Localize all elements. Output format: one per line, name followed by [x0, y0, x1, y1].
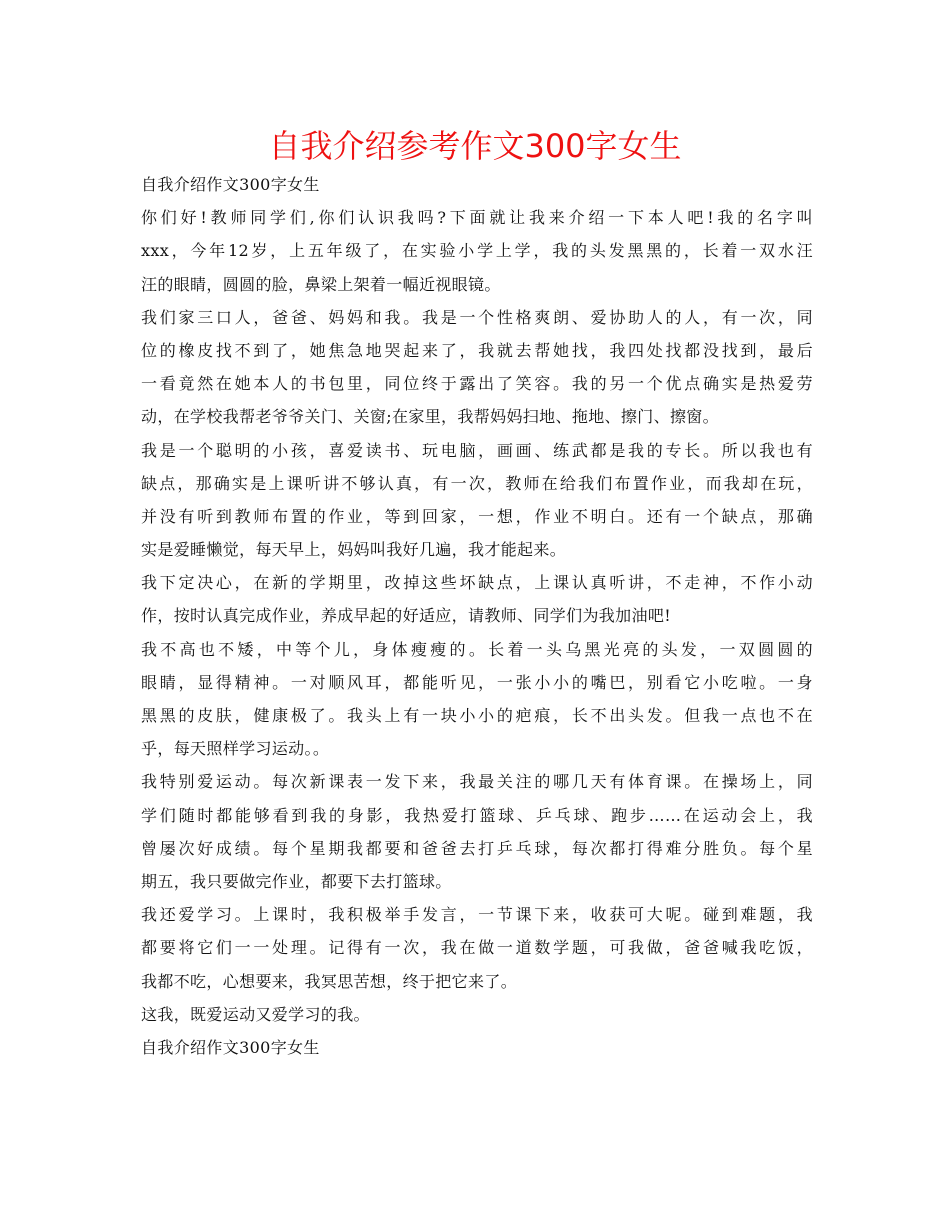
text-line: 黑黑的皮肤，健康极了。我头上有一块小小的疤痕，长不出头发。但我一点也不在 — [141, 706, 813, 725]
text-line: 自我介绍作文300字女生 — [141, 175, 320, 194]
text-line: 我都不吃，心想要来，我冥思苦想，终于把它来了。 — [141, 971, 518, 991]
text-line: 曾屡次好成绩。每个星期我都要和爸爸去打乒乓球，每次都打得难分胜负。每个星 — [141, 838, 813, 858]
paragraph — [141, 633, 813, 766]
text-line: 位的橡皮找不到了，她焦急地哭起来了，我就去帮她找，我四处找都没找到，最后 — [141, 340, 813, 360]
document-body — [141, 168, 813, 1064]
paragraph — [141, 168, 813, 201]
text-line: 动，在学校我帮老爷爷关门、关窗;在家里，我帮妈妈扫地、拖地、擦门、擦窗。 — [141, 407, 719, 427]
text-line: 都要将它们一一处理。记得有一次，我在做一道数学题，可我做，爸爸喊我吃饭， — [141, 938, 813, 958]
text-line: 乎，每天照样学习运动。。 — [141, 739, 330, 759]
text-line: xxx，今年12岁，上五年级了，在实验小学上学，我的头发黑黑的，长着一双水汪 — [141, 241, 813, 261]
text-line: 期五，我只要做完作业，都要下去打篮球。 — [141, 871, 452, 891]
paragraph — [141, 434, 813, 567]
paragraph — [141, 301, 813, 434]
text-line: 自我介绍作文300字女生 — [141, 1037, 320, 1057]
text-line: 我们家三口人，爸爸、妈妈和我。我是一个性格爽朗、爱协助人的人，有一次，同 — [141, 307, 813, 327]
text-line: 眼睛，显得精神。一对顺风耳，都能听见，一张小小的嘴巴，别看它小吃啦。一身 — [141, 672, 813, 692]
text-line: 我是一个聪明的小孩，喜爱读书、玩电脑，画画、练武都是我的专长。所以我也有 — [141, 440, 813, 460]
document-title: 自我介绍参考作文300字女生 — [268, 127, 682, 165]
text-line: 实是爱睡懒觉，每天早上，妈妈叫我好几遍，我才能起来。 — [141, 540, 567, 560]
paragraph — [141, 201, 813, 301]
text-line: 一看竟然在她本人的书包里，同位终于露出了笑容。我的另一个优点确实是热爱劳 — [141, 374, 813, 394]
text-line: 我下定决心，在新的学期里，改掉这些坏缺点，上课认真听讲，不走神，不作小动 — [141, 573, 813, 593]
paragraph — [141, 998, 813, 1031]
paragraph — [141, 765, 813, 898]
paragraph — [141, 1031, 813, 1064]
paragraph — [141, 566, 813, 632]
text-line: 学们随时都能够看到我的身影，我热爱打篮球、乒乓球、跑步……在运动会上，我 — [141, 805, 813, 825]
text-line: 并没有听到教师布置的作业，等到回家，一想，作业不明白。还有一个缺点，那确 — [141, 506, 813, 526]
text-line: 汪的眼睛，圆圆的脸，鼻梁上架着一幅近视眼镜。 — [141, 274, 501, 294]
text-line: 作，按时认真完成作业，养成早起的好适应，请教师、同学们为我加油吧! — [141, 606, 671, 626]
text-line: 你们好!教师同学们,你们认识我吗?下面就让我来介绍一下本人吧!我的名字叫 — [141, 208, 813, 228]
paragraph — [141, 898, 813, 998]
text-line: 我还爱学习。上课时，我积极举手发言，一节课下来，收获可大呢。碰到难题，我 — [141, 905, 813, 925]
text-line: 这我，既爱运动又爱学习的我。 — [141, 1004, 370, 1024]
text-line: 我不高也不矮，中等个儿，身体瘦瘦的。长着一头乌黑光亮的头发，一双圆圆的 — [141, 639, 813, 659]
text-line: 缺点，那确实是上课听讲不够认真，有一次，教师在给我们布置作业，而我却在玩， — [141, 473, 813, 493]
text-line: 我特别爱运动。每次新课表一发下来，我最关注的哪几天有体育课。在操场上，同 — [141, 772, 813, 792]
